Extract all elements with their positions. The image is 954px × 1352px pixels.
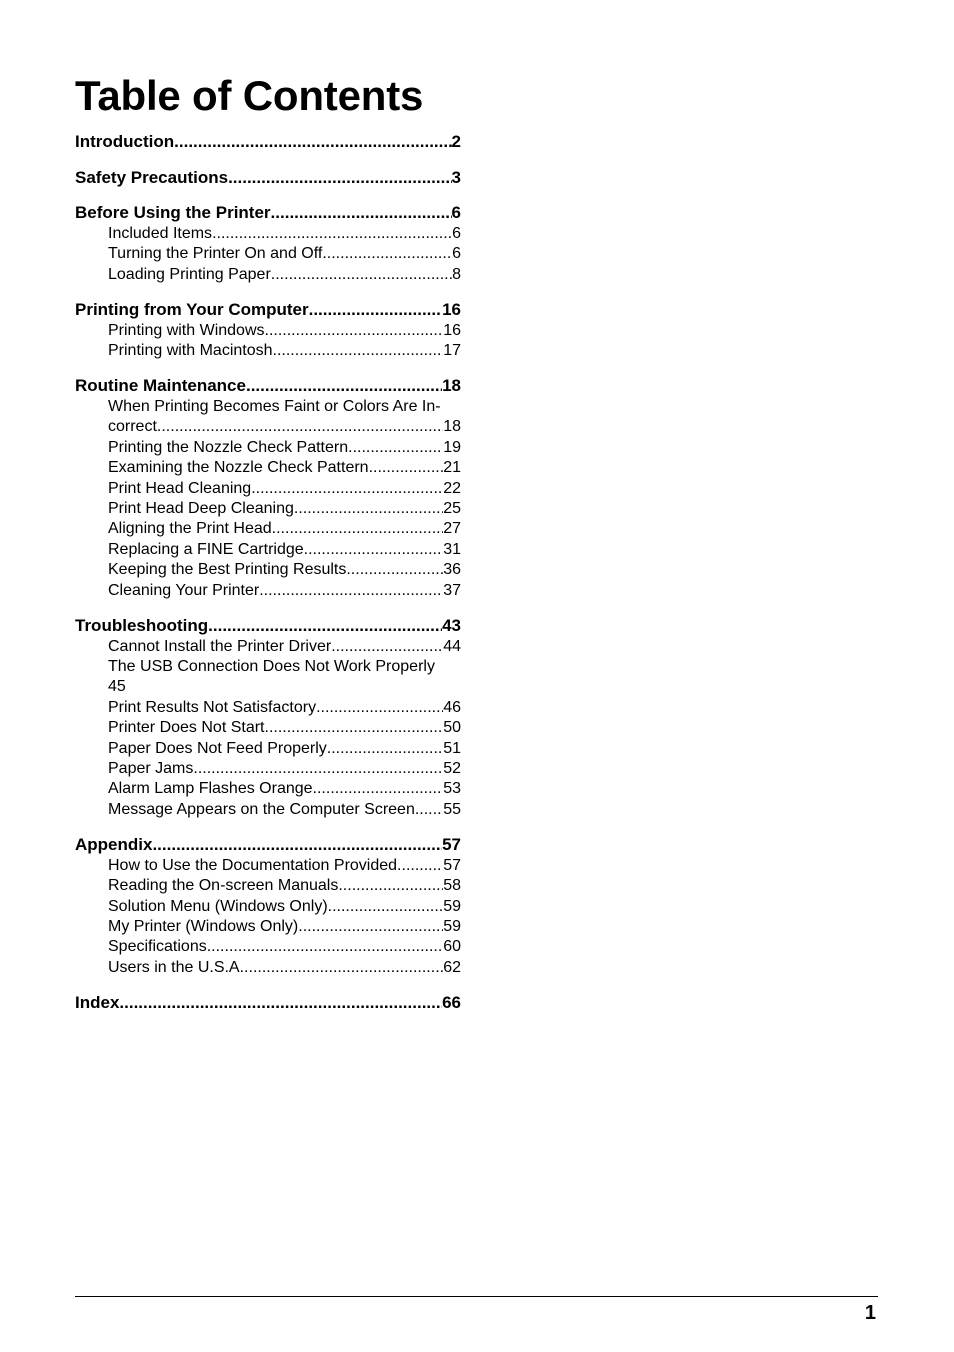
dot-leader [208,614,442,637]
toc-entry[interactable] [75,718,461,738]
toc-entry-page: 36 [443,561,461,579]
toc-entry-page: 51 [443,739,461,757]
dot-leader [207,937,443,957]
toc-chapter-title: Printing from Your Computer [75,299,309,319]
toc-section [75,166,461,189]
toc-section [75,614,461,821]
toc-entry-page: 55 [443,800,461,818]
toc-chapter-title: Safety Precautions [75,167,229,187]
toc-entry-page: 62 [443,958,461,976]
toc-chapter-page: 6 [451,203,461,222]
toc-entry-title-line[interactable]: The USB Connection Does Not Work Properly [108,658,435,675]
toc-chapter-page: 57 [442,834,461,854]
toc-entry-title: Solution Menu (Windows Only) [108,897,328,915]
toc-entry-page: 52 [443,760,461,778]
dot-leader [316,698,443,718]
toc-entry-title: My Printer (Windows Only) [108,917,299,935]
dot-leader [304,540,444,560]
toc-entry[interactable] [75,479,461,499]
toc-entry-title: Included Items [108,225,213,242]
toc-entry-page: 8 [452,265,461,283]
dot-leader [338,876,443,896]
toc-entry-page: 25 [443,500,461,518]
page-number: 1 [864,1302,876,1324]
toc-entry[interactable] [75,698,461,718]
dot-leader [298,917,443,937]
toc-entry-title: Print Head Deep Cleaning [108,500,294,518]
toc-entry-title-line[interactable]: When Printing Becomes Faint or Colors Are In- [108,398,441,416]
toc-chapter-title: Appendix [75,834,153,854]
toc-entry[interactable] [75,779,461,799]
toc-entry[interactable] [75,739,461,759]
toc-entry[interactable] [75,581,461,601]
toc-entry-title: Message Appears on the Computer Screen [108,800,415,818]
toc-entry-title: Print Head Cleaning [108,479,252,497]
toc-entry-page: 44 [443,637,461,655]
footer-divider [75,1296,878,1297]
toc-entry-page: 31 [443,540,461,558]
toc-entry-title: Loading Printing Paper [108,265,271,283]
dot-leader [415,800,443,820]
dot-leader [157,417,443,437]
dot-leader [322,244,452,264]
toc-section [75,201,461,285]
toc-chapter-title: Introduction [75,132,175,151]
toc-entry[interactable] [75,341,461,361]
toc-entry-page: 17 [443,342,461,360]
dot-leader [294,499,443,519]
dot-leader [246,374,442,397]
dot-leader [212,224,452,244]
toc-section [75,833,461,978]
toc-entry[interactable] [75,244,461,264]
toc-chapter-title: Index [75,992,120,1012]
toc-entry[interactable] [75,876,461,896]
toc-entry[interactable] [75,897,461,917]
dot-leader [228,166,451,189]
toc-entry-page: 46 [443,698,461,716]
toc-chapter-entry[interactable] [75,166,461,189]
toc-entry-page: 53 [443,780,461,798]
dot-leader [369,458,444,478]
toc-entry-page: 18 [443,418,461,436]
toc-section [75,374,461,601]
toc-entry[interactable] [75,499,461,519]
toc-entry-title: Paper Jams [108,760,194,778]
dot-leader [152,833,442,856]
dot-leader [251,479,443,499]
page-title: Table of Contents [75,72,424,119]
table-of-contents [75,130,461,1026]
toc-entry[interactable] [75,540,461,560]
toc-entry-title: 45 [108,678,126,696]
toc-chapter-page: 2 [451,132,461,151]
toc-chapter-title: Troubleshooting [75,615,209,635]
toc-section [75,991,461,1014]
toc-chapter-entry[interactable] [75,374,461,397]
toc-entry-page: 27 [443,520,461,538]
toc-section [75,130,461,153]
dot-leader [271,265,452,285]
dot-leader [331,637,443,657]
toc-entry-title: Alarm Lamp Flashes Orange [108,780,313,798]
toc-entry-page: 37 [443,581,461,599]
toc-entry-title: Cannot Install the Printer Driver [108,637,332,655]
toc-chapter-page: 43 [442,615,461,635]
dot-leader [174,130,451,153]
toc-entry-title: Cleaning Your Printer [108,581,260,599]
dot-leader [327,739,443,759]
toc-entry-page: 16 [443,321,461,339]
toc-chapter-page: 66 [442,992,461,1012]
toc-entry-title: Users in the U.S.A. [108,958,245,976]
dot-leader [309,298,442,321]
toc-chapter-page: 3 [451,167,461,187]
toc-entry[interactable] [75,937,461,957]
toc-entry[interactable] [75,438,461,458]
toc-entry[interactable] [75,321,461,341]
toc-section [75,298,461,362]
toc-chapter-entry[interactable] [75,298,461,321]
toc-entry[interactable] [75,417,461,437]
toc-entry[interactable] [75,265,461,285]
toc-entry[interactable] [75,800,461,820]
toc-chapter-title: Before Using the Printer [75,203,271,222]
toc-entry-title: Print Results Not Satisfactory [108,698,317,716]
toc-entry-page: 60 [443,938,461,956]
toc-entry-page: 21 [443,459,461,477]
toc-entry-title: Paper Does Not Feed Properly [108,739,327,757]
toc-entry-page: 57 [443,856,461,874]
toc-entry-page: 19 [443,438,461,456]
dot-leader [397,856,443,876]
toc-entry-title: Examining the Nozzle Check Pattern [108,459,369,477]
dot-leader [271,201,452,224]
toc-entry-title: Aligning the Print Head [108,520,272,538]
dot-leader [346,560,443,580]
toc-entry[interactable] [75,560,461,580]
dot-leader [193,759,443,779]
toc-entry[interactable] [75,917,461,937]
toc-chapter-entry[interactable] [75,130,461,153]
dot-leader [265,321,444,341]
dot-leader [119,991,442,1014]
toc-entry-title: Printing with Windows [108,321,265,339]
dot-leader [272,519,444,539]
toc-entry[interactable] [75,458,461,478]
toc-chapter-title: Routine Maintenance [75,376,246,396]
toc-entry-title: Printer Does Not Start [108,719,265,737]
toc-entry-page: 59 [443,897,461,915]
toc-entry-title: How to Use the Documentation Provided [108,856,398,874]
toc-entry-page: 50 [443,719,461,737]
toc-entry-title: Printing with Macintosh [108,342,273,360]
toc-chapter-entry[interactable] [75,201,461,224]
dot-leader [265,718,444,738]
toc-entry[interactable] [75,958,461,978]
toc-entry-title: Replacing a FINE Cartridge [108,540,304,558]
dot-leader [348,438,443,458]
toc-entry[interactable] [75,677,461,697]
toc-chapter-entry[interactable] [75,833,461,856]
dot-leader [328,897,444,917]
toc-entry[interactable] [75,856,461,876]
toc-entry-title: Printing the Nozzle Check Pattern [108,438,349,456]
toc-chapter-entry[interactable] [75,614,461,637]
toc-entry[interactable] [75,637,461,657]
toc-entry-title: correct [108,418,157,436]
toc-entry[interactable] [75,759,461,779]
toc-chapter-page: 18 [442,376,461,396]
toc-entry-title: Keeping the Best Printing Results [108,561,347,579]
toc-entry-title: Turning the Printer On and Off [108,245,323,263]
toc-entry-page: 58 [443,877,461,895]
dot-leader [273,341,444,361]
toc-entry-page: 6 [452,245,461,263]
toc-chapter-page: 16 [442,299,461,319]
toc-entry-page: 59 [443,917,461,935]
dot-leader [244,958,443,978]
toc-entry[interactable] [75,224,461,244]
toc-chapter-entry[interactable] [75,991,461,1014]
dot-leader [259,581,443,601]
toc-entry-page: 22 [443,479,461,497]
dot-leader [313,779,444,799]
toc-entry-page: 6 [452,225,461,242]
toc-entry-title: Specifications [108,938,207,956]
toc-entry-title: Reading the On-screen Manuals [108,877,339,895]
toc-entry[interactable] [75,519,461,539]
